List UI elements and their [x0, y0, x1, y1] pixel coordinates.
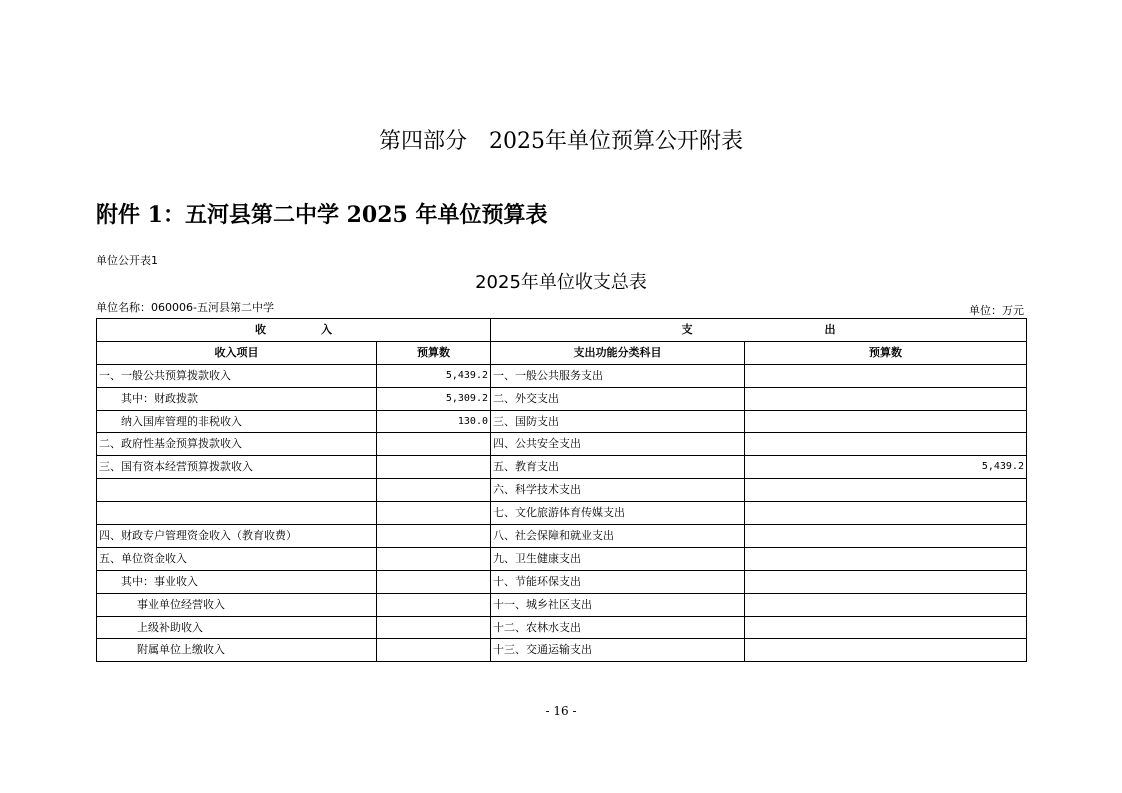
expense-amount: [745, 593, 1027, 616]
income-item: 五、单位资金收入: [97, 547, 377, 570]
income-item: [97, 502, 377, 525]
unit-name: 单位名称：060006-五河县第二中学: [96, 301, 274, 314]
expense-amount: [745, 433, 1027, 456]
form-number: 单位公开表1: [96, 254, 158, 267]
expense-amount: [745, 410, 1027, 433]
expense-item: 五、教育支出: [491, 456, 745, 479]
expense-item: 七、文化旅游体育传媒支出: [491, 502, 745, 525]
income-item: 纳入国库管理的非税收入: [97, 410, 377, 433]
col-expense-amount: 预算数: [745, 341, 1027, 364]
header-row-columns: [97, 341, 1027, 364]
income-item: 上级补助收入: [97, 616, 377, 639]
income-amount: [377, 639, 491, 662]
expense-item: 九、卫生健康支出: [491, 547, 745, 570]
income-item: 其中：财政拨款: [97, 387, 377, 410]
expense-amount: [745, 639, 1027, 662]
expense-item: 四、公共安全支出: [491, 433, 745, 456]
income-amount: 130.0: [377, 410, 491, 433]
income-amount: [377, 570, 491, 593]
part-title: 第四部分 2025年单位预算公开附表: [379, 129, 743, 154]
col-expense-item: 支出功能分类科目: [491, 341, 745, 364]
expense-amount: [745, 547, 1027, 570]
expense-item: 十、节能环保支出: [491, 570, 745, 593]
income-item: 其中：事业收入: [97, 570, 377, 593]
income-amount: [377, 593, 491, 616]
income-amount: [377, 616, 491, 639]
unit-measure: 单位：万元: [969, 304, 1024, 317]
table-row: [97, 570, 1027, 593]
header-row-group: [97, 319, 1027, 342]
table-title: 2025年单位收支总表: [475, 272, 647, 293]
income-item: 一、一般公共预算拨款收入: [97, 364, 377, 387]
table-row: [97, 547, 1027, 570]
table-row: [97, 433, 1027, 456]
expense-amount: [745, 387, 1027, 410]
table-row: [97, 410, 1027, 433]
table-row: [97, 616, 1027, 639]
attachment-title: 附件 1：五河县第二中学 2025 年单位预算表: [96, 202, 548, 228]
expense-item: 十三、交通运输支出: [491, 639, 745, 662]
expense-item: 六、科学技术支出: [491, 479, 745, 502]
income-item: 事业单位经营收入: [97, 593, 377, 616]
table-row: [97, 387, 1027, 410]
expense-amount: [745, 502, 1027, 525]
expense-amount: 5,439.2: [745, 456, 1027, 479]
expense-header: 支 出: [491, 319, 1027, 342]
expense-item: 八、社会保障和就业支出: [491, 525, 745, 548]
income-amount: [377, 433, 491, 456]
income-amount: 5,439.2: [377, 364, 491, 387]
expense-amount: [745, 525, 1027, 548]
page-number: - 16 -: [545, 704, 577, 718]
income-amount: [377, 456, 491, 479]
income-amount: [377, 547, 491, 570]
income-amount: [377, 525, 491, 548]
expense-amount: [745, 479, 1027, 502]
col-income-item: 收入项目: [97, 341, 377, 364]
income-amount: [377, 502, 491, 525]
table-row: [97, 456, 1027, 479]
table-row: [97, 525, 1027, 548]
income-item: 附属单位上缴收入: [97, 639, 377, 662]
expense-item: 十二、农林水支出: [491, 616, 745, 639]
income-header: 收 入: [97, 319, 491, 342]
expense-amount: [745, 364, 1027, 387]
income-item: [97, 479, 377, 502]
income-amount: 5,309.2: [377, 387, 491, 410]
expense-item: 三、国防支出: [491, 410, 745, 433]
income-item: 二、政府性基金预算拨款收入: [97, 433, 377, 456]
table-row: [97, 364, 1027, 387]
expense-item: 一、一般公共服务支出: [491, 364, 745, 387]
table-row: [97, 639, 1027, 662]
income-amount: [377, 479, 491, 502]
expense-item: 二、外交支出: [491, 387, 745, 410]
table-row: [97, 593, 1027, 616]
budget-table: [96, 318, 1027, 662]
expense-amount: [745, 570, 1027, 593]
table-row: [97, 479, 1027, 502]
table-row: [97, 502, 1027, 525]
income-item: 三、国有资本经营预算拨款收入: [97, 456, 377, 479]
expense-amount: [745, 616, 1027, 639]
expense-item: 十一、城乡社区支出: [491, 593, 745, 616]
col-income-amount: 预算数: [377, 341, 491, 364]
income-item: 四、财政专户管理资金收入（教育收费）: [97, 525, 377, 548]
